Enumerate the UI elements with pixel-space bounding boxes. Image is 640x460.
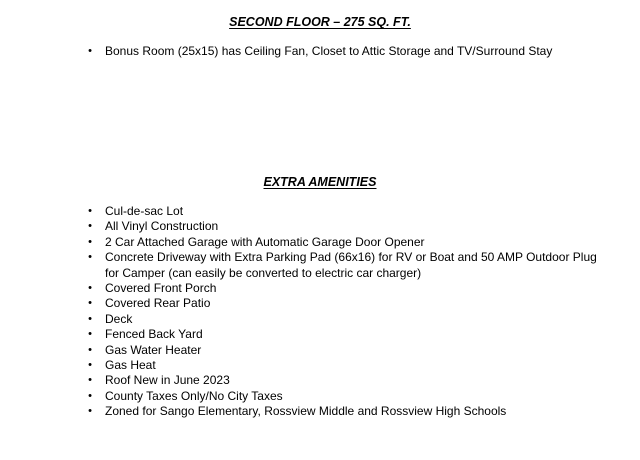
- list-item-text: Gas Water Heater: [105, 342, 202, 357]
- list-item-text: Concrete Driveway with Extra Parking Pad (66x16) for RV or Boat and 50 AMP Outdoor Plug for Camper (can easily be converted to electric car charger): [105, 250, 597, 280]
- list-item: [0, 389, 640, 404]
- bullet-icon: •: [88, 389, 92, 402]
- second-floor-list: [0, 44, 640, 59]
- list-item-text: All Vinyl Construction: [105, 219, 219, 234]
- bullet-icon: •: [88, 359, 92, 372]
- bullet-icon: •: [88, 282, 92, 295]
- list-item: [0, 312, 640, 327]
- extra-amenities-list: [0, 204, 640, 420]
- list-item-text: Bonus Room (25x15) has Ceiling Fan, Closet to Attic Storage and TV/Surround Stay: [105, 44, 553, 58]
- list-item: [0, 373, 640, 388]
- list-item: [0, 219, 640, 234]
- list-item: [0, 327, 640, 342]
- list-item: [0, 250, 640, 281]
- bullet-icon: •: [88, 297, 92, 310]
- bullet-icon: •: [88, 374, 92, 387]
- list-item-text: 2 Car Attached Garage with Automatic Garage Door Opener: [105, 234, 425, 249]
- list-item: [0, 404, 640, 419]
- list-item-text: Cul-de-sac Lot: [105, 204, 184, 218]
- list-item: [0, 296, 640, 311]
- bullet-icon: •: [88, 235, 92, 248]
- second-floor-heading: SECOND FLOOR – 275 SQ. FT.: [229, 15, 411, 29]
- bullet-icon: •: [88, 405, 92, 418]
- list-item-text: Deck: [105, 311, 133, 326]
- list-item-text: Gas Heat: [105, 358, 156, 373]
- extra-amenities-heading: EXTRA AMENITIES: [263, 175, 377, 189]
- list-item-text: County Taxes Only/No City Taxes: [105, 388, 283, 403]
- list-item-text: Roof New in June 2023: [105, 373, 230, 388]
- list-item: [0, 358, 640, 373]
- list-item: [0, 343, 640, 358]
- list-item: [0, 235, 640, 250]
- list-item-text: Covered Front Porch: [105, 281, 217, 296]
- bullet-icon: •: [88, 328, 92, 341]
- bullet-icon: •: [88, 312, 92, 325]
- bullet-icon: •: [88, 251, 92, 264]
- bullet-icon: •: [88, 220, 92, 233]
- list-item: [0, 281, 640, 296]
- list-item-text: Zoned for Sango Elementary, Rossview Middle and Rossview High Schools: [105, 404, 507, 419]
- bullet-icon: •: [88, 45, 92, 57]
- list-item: [0, 204, 640, 219]
- bullet-icon: •: [88, 205, 92, 217]
- bullet-icon: •: [88, 343, 92, 356]
- list-item: [0, 44, 640, 59]
- list-item-text: Covered Rear Patio: [105, 296, 211, 311]
- list-item-text: Fenced Back Yard: [105, 327, 203, 342]
